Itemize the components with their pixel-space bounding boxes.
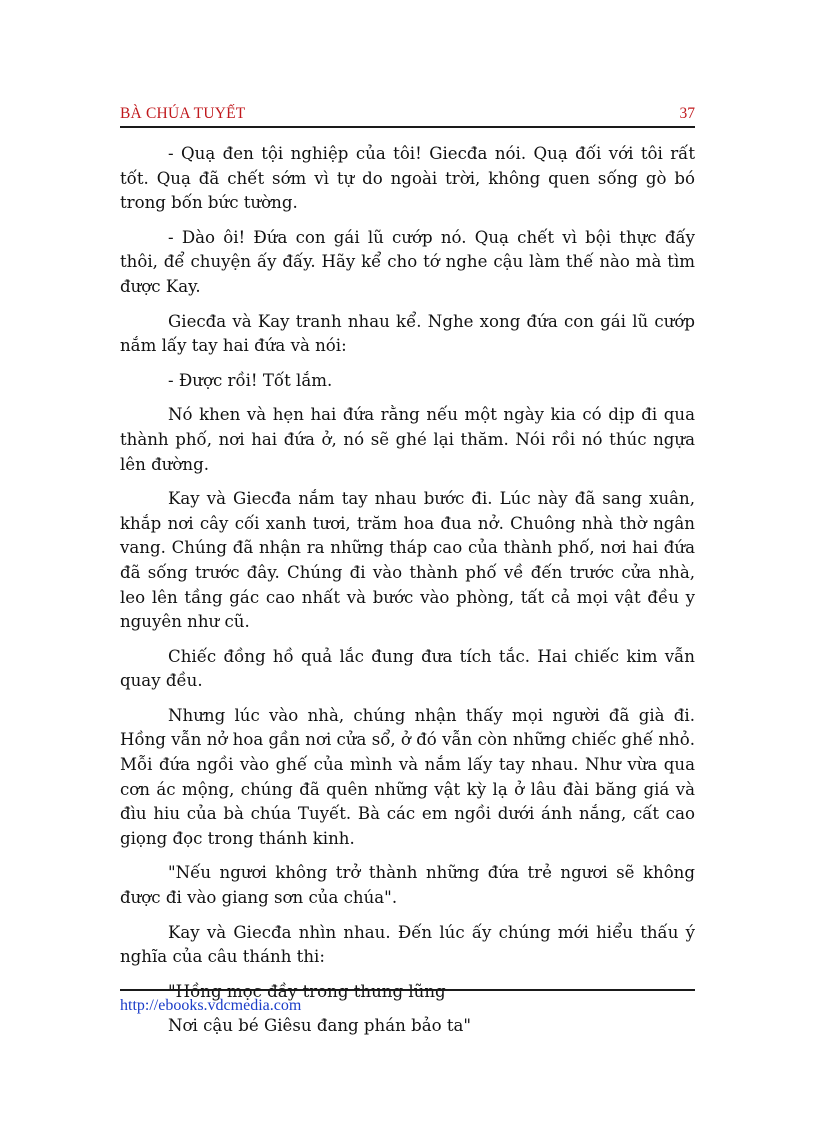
page-number: 37 [679, 105, 695, 122]
paragraph: - Quạ đen tội nghiệp của tôi! Giecđa nói. Quạ đối với tôi rất tốt. Quạ đã chết sớm vì tự do ngoài trời, không quen sống gò bó trong bốn bức tường. [120, 144, 695, 213]
paragraph: Kay và Giecđa nhìn nhau. Đến lúc ấy chúng mới hiểu thấu ý nghĩa của câu thánh thi: [120, 922, 695, 967]
footer-url-link[interactable]: http://ebooks.vdcmedia.com [120, 997, 302, 1014]
paragraph: Nhưng lúc vào nhà, chúng nhận thấy mọi người đã già đi. Hồng vẫn nở hoa gần nơi cửa sổ, ở đó vẫn còn những chiếc ghế nhỏ. Mỗi đứa ngồi vào ghế của mình và nắm lấy tay nhau. Như vừa qua cơn ác mộng, chúng đã quên những vật kỳ lạ ở lâu đài băng giá và đìu hiu của bà chúa Tuyết. Bà các em ngồi dưới ánh nắng, cất cao giọng đọc trong thánh kinh. [120, 705, 695, 848]
paragraph: - Được rồi! Tốt lắm. [168, 370, 333, 390]
paragraph: Chiếc đồng hồ quả lắc đung đưa tích tắc. Hai chiếc kim vẫn quay đều. [120, 646, 695, 691]
verse-line: "Hồng mọc đầy trong thung lũng [168, 981, 446, 1001]
verse-line: Nơi cậu bé Giêsu đang phán bảo ta" [168, 1016, 472, 1036]
running-title: BÀ CHÚA TUYẾT [120, 105, 246, 122]
paragraph: - Dào ôi! Đứa con gái lũ cướp nó. Quạ chết vì bội thực đấy thôi, để chuyện ấy đấy. Hãy kể cho tớ nghe cậu làm thế nào mà tìm được Kay. [120, 227, 695, 296]
paragraph: Kay và Giecđa nắm tay nhau bước đi. Lúc này đã sang xuân, khắp nơi cây cối xanh tươi, trăm hoa đua nở. Chuông nhà thờ ngân vang. Chúng đã nhận ra những tháp cao của thành phố, nơi hai đứa đã sống trước đây. Chúng đi vào thành phố về đến trước cửa nhà, leo lên tầng gác cao nhất và bước vào phòng, tất cả mọi vật đều y nguyên như cũ. [120, 489, 695, 632]
paragraph: Giecđa và Kay tranh nhau kể. Nghe xong đứa con gái lũ cướp nắm lấy tay hai đứa và nói: [120, 311, 695, 356]
page-body [120, 142, 695, 1049]
page-footer [120, 989, 695, 1015]
paragraph: Nó khen và hẹn hai đứa rằng nếu một ngày kia có dịp đi qua thành phố, nơi hai đứa ở, nó sẽ ghé lại thăm. Nói rồi nó thúc ngựa lên đường. [120, 405, 695, 474]
page-header [120, 104, 695, 128]
paragraph: "Nếu ngươi không trở thành những đứa trẻ ngươi sẽ không được đi vào giang sơn của chúa". [120, 863, 695, 908]
